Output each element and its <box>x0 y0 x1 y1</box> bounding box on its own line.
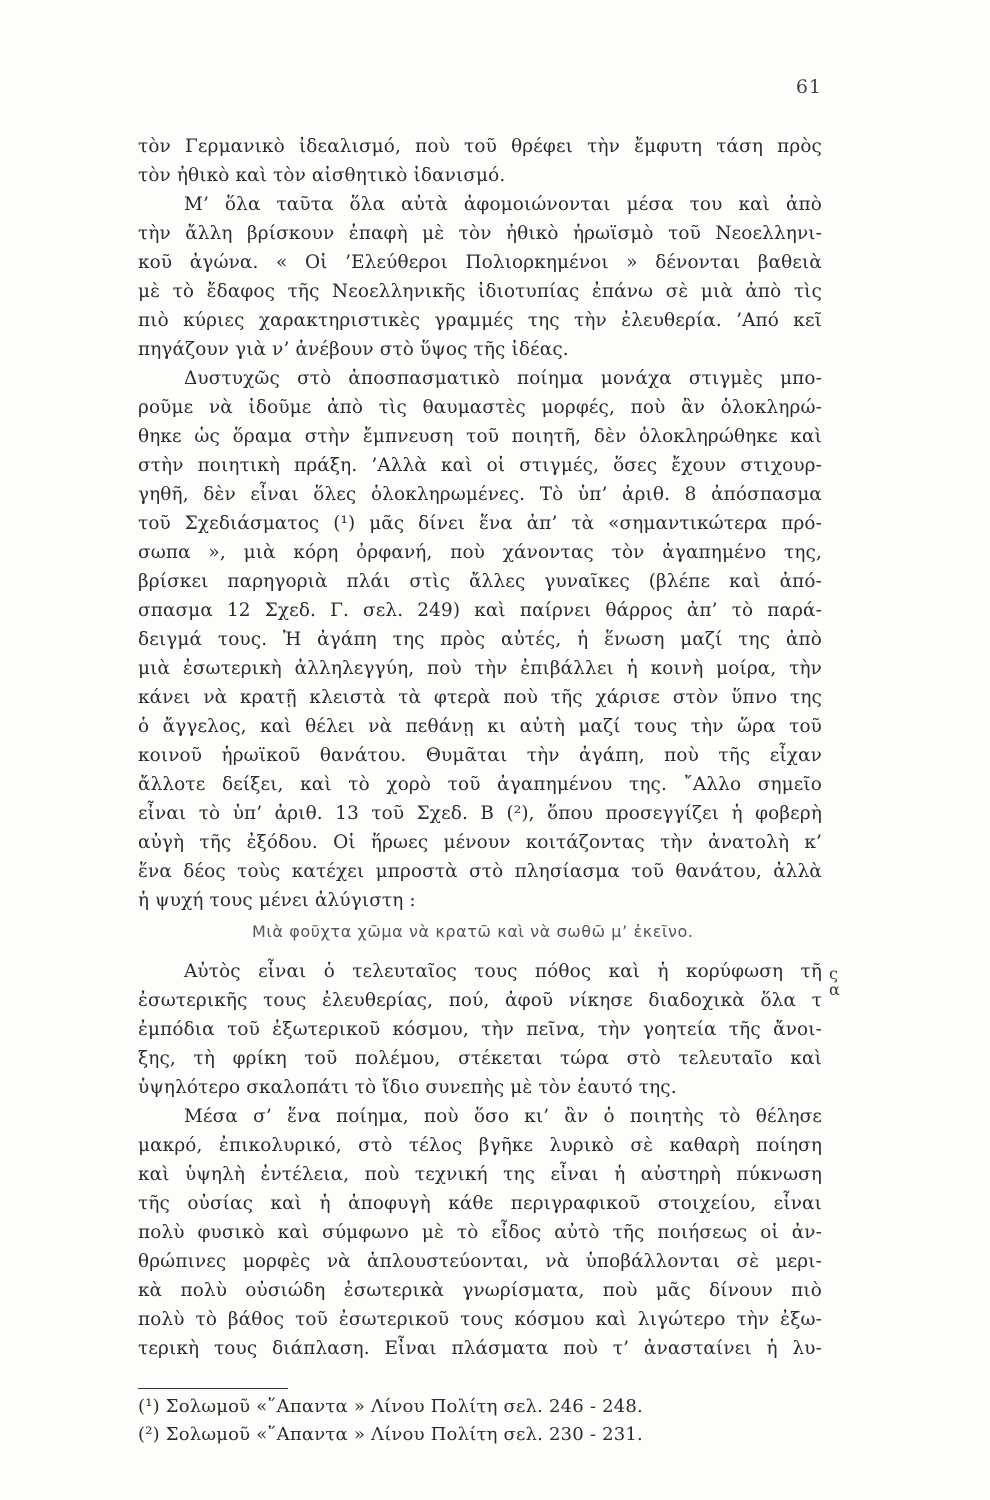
text-line: βρίσκει παρηγοριὰ πλάι στὶς ἄλλες γυναῖκες (βλέπε καὶ ἀπό- <box>138 571 822 592</box>
text-line: τὸν ἠθικὸ καὶ τὸν αἰσθητικὸ ἰδανισμό. <box>138 165 506 186</box>
text-line: γηθῆ, δὲν εἶναι ὅλες ὁλοκληρωμένες. Τὸ ὑπ’ ἀριθ. 8 ἀπόσπασμα <box>138 484 822 505</box>
text-line: ὑψηλότερο σκαλοπάτι τὸ ἴδιο συνεπὴς μὲ τὸν ἑαυτό της. <box>138 1077 677 1098</box>
text-line: πολὺ φυσικὸ καὶ σύμφωνο μὲ τὸ εἶδος αὐτὸ τῆς ποιήσεως οἱ ἀν- <box>138 1222 822 1243</box>
text-line: Αὐτὸς εἶναι ὁ τελευταῖος τους πόθος καὶ ἡ κορύφωση τῆ <box>184 961 822 982</box>
footnote-mark: (¹) <box>138 1396 160 1417</box>
text-line: μιὰ ἐσωτερικὴ ἀλληλεγγύη, ποὺ τὴν ἐπιβάλλει ἡ κοινὴ μοίρα, τὴν <box>138 658 822 679</box>
margin-note-bottom: α <box>829 980 840 999</box>
text-line: ἄλλοτε δείξει, καὶ τὸ χορὸ τοῦ ἀγαπημένου της. ῎Αλλο σημεῖο <box>138 774 822 795</box>
text-line: καὶ ὑψηλὴ ἐντέλεια, ποὺ τεχνική της εἶναι ἡ αὐστηρὴ πύκνωση <box>138 1164 822 1185</box>
text-line: κὰ πολὺ οὐσιώδη ἐσωτερικὰ γνωρίσματα, ποὺ μᾶς δίνουν πιὸ <box>138 1280 822 1301</box>
margin-note-top: ς <box>829 964 838 983</box>
text-line: Μέσα σ’ ἕνα ποίημα, ποὺ ὅσο κι’ ἂν ὁ ποιητὴς τὸ θέλησε <box>184 1106 822 1127</box>
text-line: θηκε ὡς ὅραμα στὴν ἔμπνευση τοῦ ποιητῆ, δὲν ὁλοκληρώθηκε καὶ <box>138 426 822 447</box>
text-line: κάνει νὰ κρατῇ κλειστὰ τὰ φτερὰ ποὺ τῆς χάρισε στὸν ὕπνο της <box>138 687 822 708</box>
text-line: ὁ ἄγγελος, καὶ θέλει νὰ πεθάνῃ κι αὐτὴ μαζί τους τὴν ὥρα τοῦ <box>138 716 822 737</box>
text-line: πιὸ κύριες χαρακτηριστικὲς γραμμές της τὴν ἐλευθερία. ’Από κεῖ <box>138 310 822 331</box>
text-line: στὴν ποιητικὴ πράξη. ’Αλλὰ καὶ οἱ στιγμές, ὅσες ἔχουν στιχουρ- <box>138 455 822 476</box>
text-line: ἐμπόδια τοῦ ἐξωτερικοῦ κόσμου, τὴν πεῖνα, τὴν γοητεία τῆς ἄνοι- <box>138 1019 822 1040</box>
footnote-mark: (²) <box>138 1424 160 1445</box>
footnote-item <box>138 1421 778 1449</box>
text-line: ροῦμε νὰ ἰδοῦμε ἀπὸ τὶς θαυμαστὲς μορφές, ποὺ ἂν ὁλοκληρώ- <box>138 397 822 418</box>
text-line: τερικὴ τους διάπλαση. Εἶναι πλάσματα ποὺ τ’ ἀνασταίνει ἡ λυ- <box>138 1338 822 1359</box>
text-line: αὐγὴ τῆς ἐξόδου. Οἱ ἥρωες μένουν κοιτάζοντας τὴν ἀνατολὴ κ’ <box>138 832 822 853</box>
text-line: σωπα », μιὰ κόρη ὀρφανή, ποὺ χάνοντας τὸν ἀγαπημένο της, <box>138 542 822 563</box>
text-line: μὲ τὸ ἔδαφος τῆς Νεοελληνικῆς ἰδιοτυπίας ἐπάνω σὲ μιὰ ἀπὸ τὶς <box>138 281 822 302</box>
text-line: κοινοῦ ἡρωϊκοῦ θανάτου. Θυμᾶται τὴν ἀγάπη, ποὺ τῆς εἶχαν <box>138 745 822 766</box>
text-line: κοῦ ἀγώνα. « Οἱ ’Ελεύθεροι Πολιορκημένοι » δένονται βαθειὰ <box>138 252 822 273</box>
text-line: ξης, τὴ φρίκη τοῦ πολέμου, στέκεται τώρα στὸ τελευταῖο καὶ <box>138 1048 822 1069</box>
margin-note <box>829 966 840 998</box>
footnote-text: Σολωμοῦ «῞Απαντα » Λίνου Πολίτη σελ. 230 - 231. <box>165 1424 643 1445</box>
text-line: τὴν ἄλλη βρίσκουν ἐπαφὴ μὲ τὸν ἠθικὸ ἡρωϊσμὸ τοῦ Νεοελληνι- <box>138 223 822 244</box>
text-line: Δυστυχῶς στὸ ἀποσπασματικὸ ποίημα μονάχα στιγμὲς μπο- <box>184 368 822 389</box>
footnote-divider <box>138 1388 288 1389</box>
footnote-item <box>138 1393 778 1421</box>
text-line: ἕνα δέος τοὺς κατέχει μπροστὰ στὸ πλησίασμα τοῦ θανάτου, ἀλλὰ <box>138 861 822 882</box>
text-line: τὸν Γερμανικὸ ἰδεαλισμό, ποὺ τοῦ θρέφει τὴν ἔμφυτη τάση πρὸς <box>138 136 822 157</box>
text-line: θρώπινες μορφὲς νὰ ἁπλουστεύονται, νὰ ὑποβάλλονται σὲ μερι- <box>138 1251 822 1272</box>
verse-quotation: Μιὰ φοῦχτα χῶμα νὰ κρατῶ καὶ νὰ σωθῶ μ’ ἐκεῖνο. <box>252 922 694 941</box>
text-line: τοῦ Σχεδιάσματος (¹) μᾶς δίνει ἕνα ἀπ’ τὰ «σημαντικώτερα πρό- <box>138 513 822 534</box>
text-line: πηγάζουν γιὰ ν’ ἀνέβουν στὸ ὕψος τῆς ἰδέας. <box>138 339 569 360</box>
text-line: πολὺ τὸ βάθος τοῦ ἐσωτερικοῦ τους κόσμου καὶ λιγώτερο τὴν ἐξω- <box>138 1309 822 1330</box>
text-line: δειγμά τους. Ἡ ἀγάπη της πρὸς αὐτές, ἡ ἕνωση μαζί της ἀπὸ <box>138 629 822 650</box>
text-line: μακρό, ἐπικολυρικό, στὸ τέλος βγῆκε λυρικὸ σὲ καθαρὴ ποίηση <box>138 1135 822 1156</box>
text-line: σπασμα 12 Σχεδ. Γ. σελ. 249) καὶ παίρνει θάρρος ἀπ’ τὸ παρά- <box>138 600 822 621</box>
footnotes <box>138 1393 778 1449</box>
text-line: ἡ ψυχή τους μένει ἀλύγιστη : <box>138 890 416 911</box>
text-line: εἶναι τὸ ὑπ’ ἀριθ. 13 τοῦ Σχεδ. Β (²), ὅπου προσεγγίζει ἡ φοβερὴ <box>138 803 822 824</box>
page-number: 61 <box>795 76 822 98</box>
text-line: τῆς οὐσίας καὶ ἡ ἀποφυγὴ κάθε περιγραφικοῦ στοιχείου, εἶναι <box>138 1193 822 1214</box>
text-line: ἐσωτερικῆς τους ἐλευθερίας, πού, ἀφοῦ νίκησε διαδοχικὰ ὅλα τ <box>138 990 822 1011</box>
body-text <box>138 132 822 1363</box>
footnote-text: Σολωμοῦ «῞Απαντα » Λίνου Πολίτη σελ. 246 - 248. <box>165 1396 643 1417</box>
text-line: Μ’ ὅλα ταῦτα ὅλα αὐτὰ ἀφομοιώνονται μέσα του καὶ ἀπὸ <box>184 194 822 215</box>
